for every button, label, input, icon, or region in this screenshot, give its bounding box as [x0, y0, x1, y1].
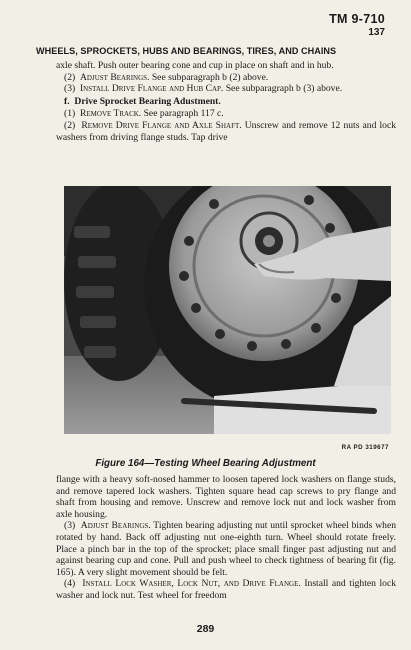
- step-2-number: (2): [64, 71, 76, 83]
- continuation-paragraph-2: flange with a heavy soft-nosed hammer to loosen tapered lock washers on flange studs, and remove tapered lock washers. Tighten square head cap screws to pry flange and shaft from housing and remove. Unscrew and remove lock nut and lock washer from axle housing.: [56, 474, 396, 520]
- f2-text: Unscrew and remove 12 nuts and lock washers from driving flange studs. Tap drive: [56, 119, 397, 143]
- wheel-photo-illustration: [64, 186, 391, 434]
- section-title: WHEELS, SPROCKETS, HUBS AND BEARINGS, TIRES, AND CHAINS: [36, 46, 337, 56]
- bottom-text-block: [56, 474, 396, 602]
- f4-text: Install and tighten lock washer and lock nut. Test wheel for freedom: [56, 578, 397, 601]
- step-3-title: Install Drive Flange and Hub Cap.: [79, 83, 224, 95]
- subsection-title: Drive Sprocket Bearing Adustment.: [74, 95, 221, 107]
- f2-title: Remove Drive Flange and Axle Shaft.: [81, 119, 242, 131]
- f1-title: Remove Track.: [79, 108, 142, 120]
- step-2-title: Adjust Bearings.: [79, 71, 150, 83]
- tm-number: TM 9-710: [329, 12, 385, 26]
- page-number: 289: [196, 623, 215, 635]
- step-3-text: See subparagraph b (3) above.: [223, 83, 343, 95]
- figure-photo: [64, 186, 391, 434]
- f2-number: (2): [64, 119, 76, 131]
- page-code: 137: [368, 27, 385, 38]
- f4-paragraph: [56, 578, 396, 601]
- f1-number: (1): [64, 108, 76, 120]
- subsection-heading: [64, 96, 396, 108]
- f4-title: Install Lock Washer, Lock Nut, and Drive Flange.: [82, 578, 301, 590]
- step-2-paragraph: [56, 72, 396, 84]
- f1-text: See paragraph 117 c.: [141, 108, 224, 120]
- f1-paragraph: [56, 108, 396, 120]
- subsection-letter: f.: [64, 95, 70, 107]
- f4-number: (4): [64, 578, 76, 590]
- photo-code: RA PD 319677: [341, 444, 389, 451]
- f3-paragraph: [56, 520, 396, 578]
- step-3-number: (3): [64, 83, 76, 95]
- f3-number: (3): [64, 520, 76, 532]
- f2-paragraph: [56, 120, 396, 143]
- figure-caption: Figure 164—Testing Wheel Bearing Adjustment: [95, 458, 316, 469]
- step-3-paragraph: [56, 83, 396, 95]
- f3-title: Adjust Bearings.: [80, 520, 151, 532]
- f3-text: Tighten bearing adjusting nut until sprocket wheel binds when rotated by hand. Back off adjusting nut one-eighth turn. Wheel should rotate freely. Place a pinch bar in the top of the sprocket; place small finger past adjusting nut and against bearing cup and cone. Pull and push wheel to check tightness of bearing fit (fig. 165). A very slight movement should be felt.: [56, 520, 397, 578]
- step-2-text: See subparagraph b (2) above.: [149, 71, 269, 83]
- top-text-block: [56, 60, 396, 143]
- continuation-paragraph: axle shaft. Push outer bearing cone and cup in place on shaft and in hub.: [56, 60, 334, 71]
